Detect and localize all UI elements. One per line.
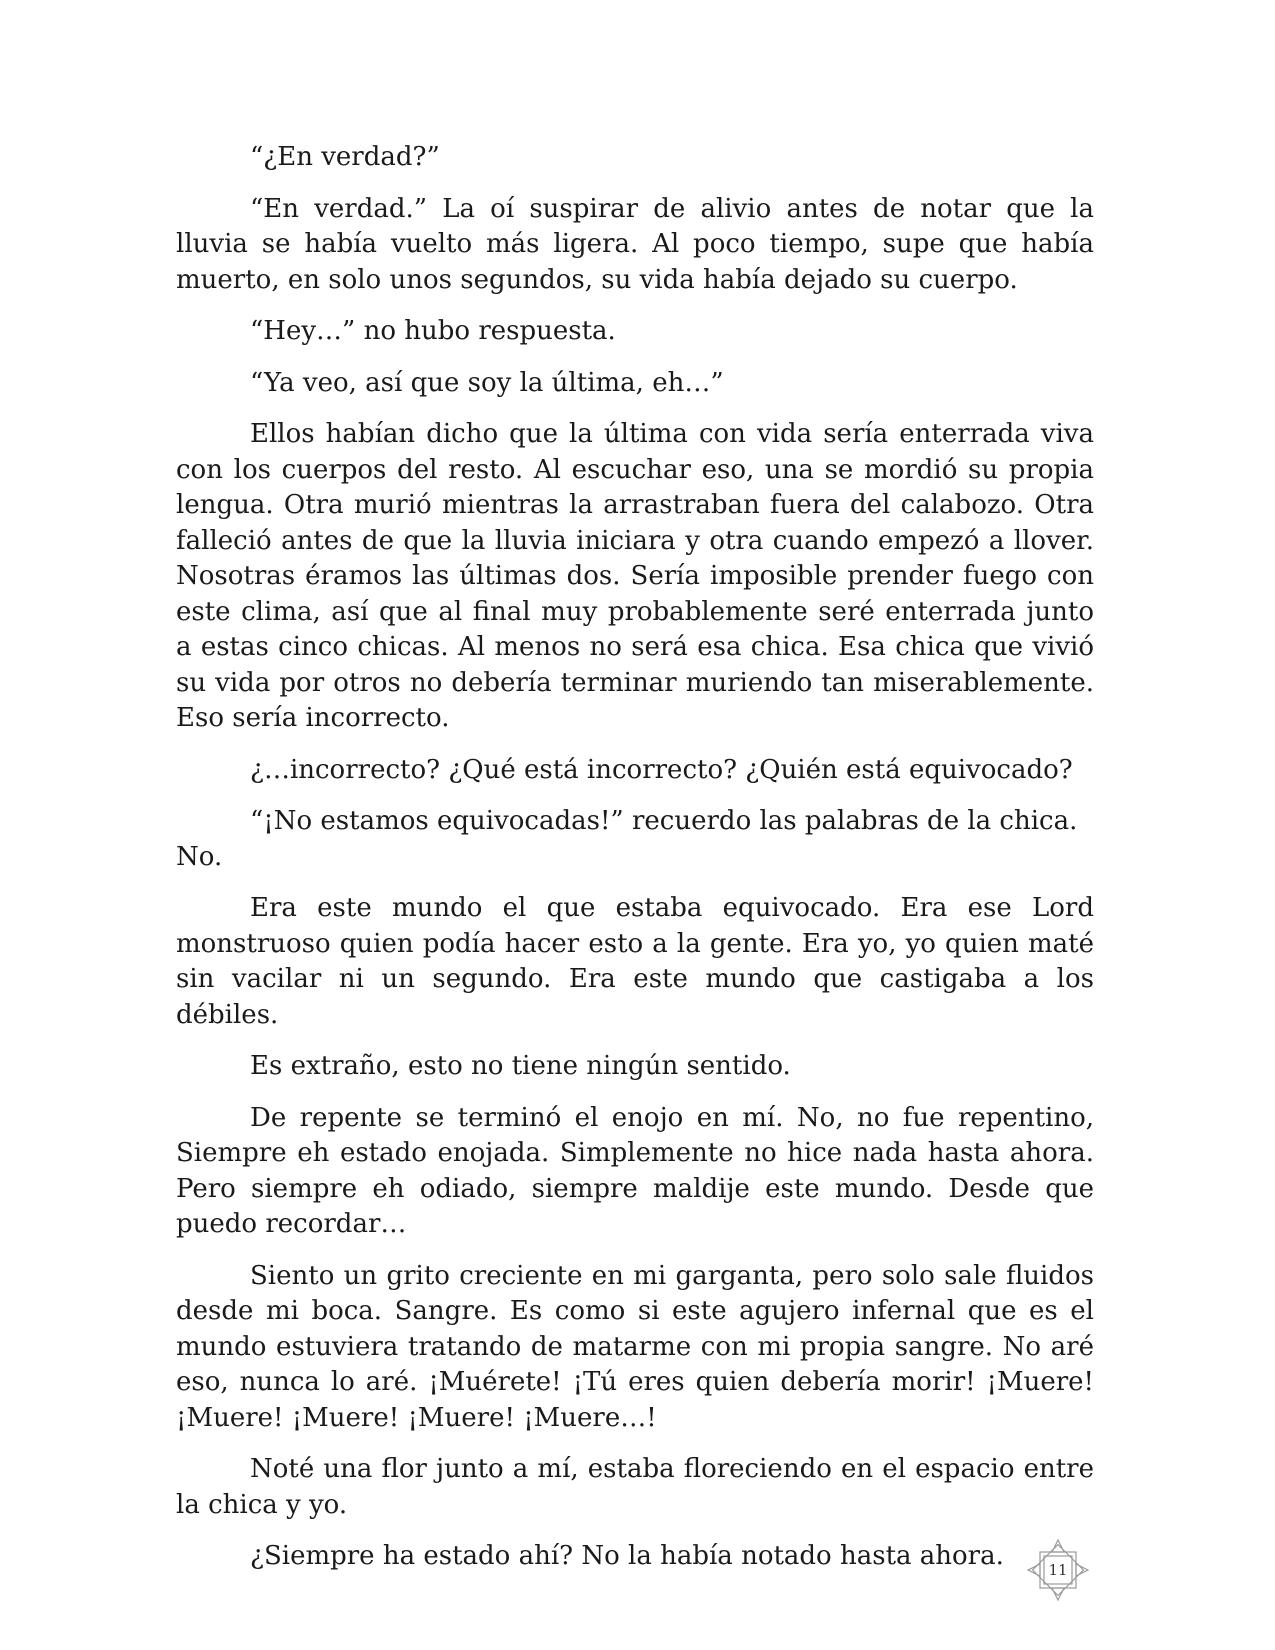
paragraph-10: De repente se terminó el enojo en mí. No, no fue repentino, Siempre eh estado enojada. Simplemente no hice nada hasta ahora. Pero siempre eh odiado, siempre maldije este mundo. Desde que puedo recordar… — [176, 1102, 1094, 1239]
body-text — [176, 140, 1094, 1591]
page-number-badge — [1024, 1536, 1092, 1604]
paragraph-6: ¿…incorrecto? ¿Qué está incorrecto? ¿Quién está equivocado? — [250, 754, 1073, 785]
paragraph-9: Es extraño, esto no tiene ningún sentido. — [250, 1051, 791, 1081]
paragraph-13: ¿Siempre ha estado ahí? No la había notado hasta ahora. — [250, 1541, 1004, 1571]
paragraph-3: “Hey…” no hubo respuesta. — [250, 316, 616, 346]
paragraph-5: Ellos habían dicho que la última con vida sería enterrada viva con los cuerpos del resto. Al escuchar eso, una se mordió su propia lengua. Otra murió mientras la arrastraban fuera del calabozo. Otra falleció antes de que la lluvia iniciara y otra cuando empezó a llover. Nosotras éramos las últimas dos. Sería imposible prender fuego con este clima, así que al final muy probablemente seré enterrada junto a estas cinco chicas. Al menos no será esa chica. Esa chica que vivió su vida por otros no debería terminar muriendo tan miserablemente. Eso sería incorrecto. — [176, 419, 1094, 733]
page-number: 11 — [1048, 1561, 1068, 1579]
paragraph-4: “Ya veo, así que soy la última, eh…” — [250, 367, 724, 398]
paragraph-8: Era este mundo el que estaba equivocado. Era ese Lord monstruoso quien podía hacer esto a la gente. Era yo, yo quien maté sin vacilar ni un segundo. Era este mundo que castigaba a los débiles. — [176, 893, 1094, 1030]
paragraph-11: Siento un grito creciente en mi garganta, pero solo sale fluidos desde mi boca. Sangre. Es como si este agujero infernal que es el mundo estuviera tratando de matarme con mi propia sangre. No aré eso, nunca lo aré. ¡Muérete! ¡Tú eres quien debería morir! ¡Muere! ¡Muere! ¡Muere! ¡Muere! ¡Muere…! — [176, 1260, 1094, 1433]
paragraph-7: “¡No estamos equivocadas!” recuerdo las palabras de la chica. No. — [176, 806, 1078, 872]
paragraph-1: “¿En verdad?” — [250, 142, 440, 172]
paragraph-2: “En verdad.” La oí suspirar de alivio antes de notar que la lluvia se había vuelto más ligera. Al poco tiempo, supe que había muerto, en solo unos segundos, su vida había dejado su cuerpo. — [176, 193, 1094, 295]
paragraph-12: Noté una flor junto a mí, estaba floreciendo en el espacio entre la chica y yo. — [176, 1454, 1094, 1520]
